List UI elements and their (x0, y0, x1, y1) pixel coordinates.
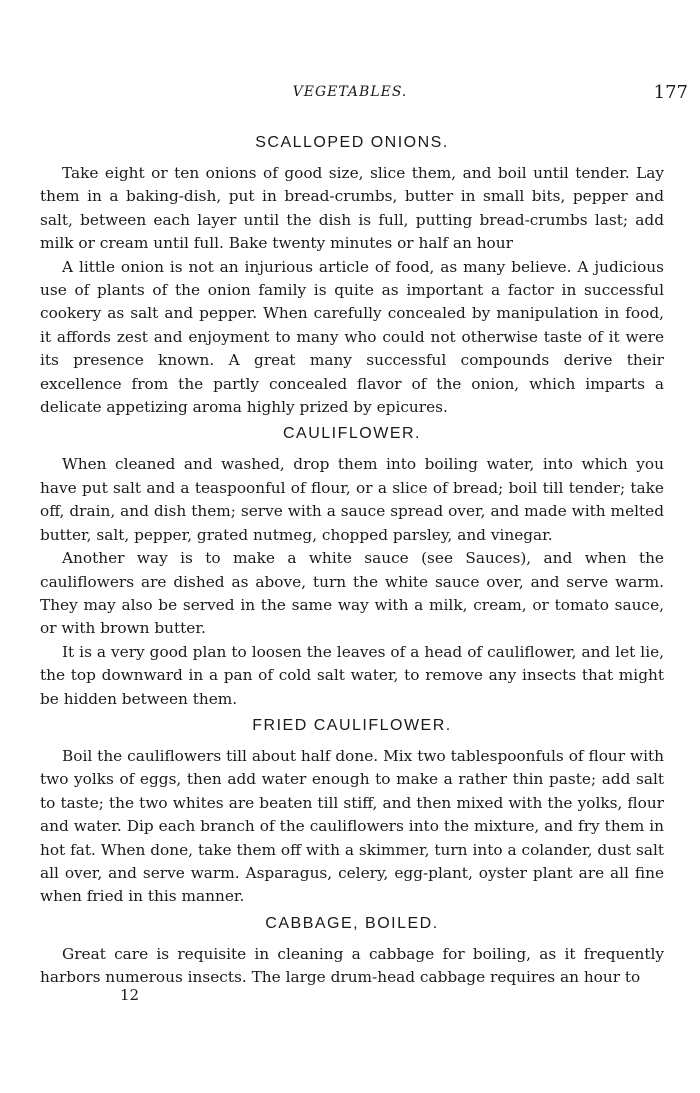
section-cabbage-boiled (40, 915, 664, 990)
paragraph: When cleaned and washed, drop them into boiling water, into which you have put salt and a teaspoonful of flour, or a slice of bread; boil till tender; take off, drain, and dish them; serve with a sauce spread over, and made with melted butter, salt, pepper, grated nutmeg, chopped parsley, and vinegar. (40, 455, 664, 544)
section-title: FRIED CAULIFLOWER. (252, 716, 452, 734)
running-head (0, 84, 700, 106)
paragraph: Take eight or ten onions of good size, slice them, and boil until tender. Lay them in a baking-dish, put in bread-crumbs, butter in small bits, pepper and salt, between each layer until the dish is full, putting bread-crumbs last; add milk or cream until full. Bake twenty minutes or half an hour (40, 164, 664, 253)
section-title: CABBAGE, BOILED. (265, 914, 439, 932)
page-number: 177 (653, 82, 688, 103)
paragraph: Another way is to make a white sauce (see Sauces), and when the cauliflowers are dished as above, turn the white sauce over, and serve warm. They may also be served in the same way with a milk, cream, or tomato sauce, or with brown butter. (40, 549, 664, 638)
paragraph: Boil the cauliflowers till about half done. Mix two tablespoonfuls of flour with two yolks of eggs, then add water enough to make a rather thin paste; add salt to taste; the two whites are beaten till stiff, and then mixed with the yolks, flour and water. Dip each branch of the cauliflowers into the mixture, and fry them in hot fat. When done, take them off with a skimmer, turn into a colander, dust salt all over, and serve warm. Asparagus, celery, egg-plant, oyster plant are all fine when fried in this manner. (40, 746, 664, 906)
paragraph: It is a very good plan to loosen the leaves of a head of cauliflower, and let lie, the top downward in a pan of cold salt water, to remove any insects that might be hidden between them. (40, 642, 664, 708)
section-title: SCALLOPED ONIONS. (255, 134, 449, 151)
running-title: VEGETABLES. (292, 84, 408, 100)
section-fried-cauliflower (40, 717, 664, 909)
page-content (40, 128, 664, 990)
section-cauliflower (40, 425, 664, 710)
signature-mark: 12 (120, 986, 140, 1004)
section-scalloped-onions (40, 134, 664, 419)
paragraph: A little onion is not an injurious article of food, as many believe. A judicious use of plants of the onion family is quite as important a factor in successful cookery as salt and pepper. When carefully concealed by manipulation in food, it affords zest and enjoyment to many who could not otherwise taste of it were its presence known. A great many successful compounds derive their excellence from the partly concealed flavor of the onion, which imparts a delicate appetizing aroma highly prized by epicures. (40, 257, 664, 417)
paragraph: Great care is requisite in cleaning a cabbage for boiling, as it frequently harbors numerous insects. The large drum-head cabbage requires an hour to (40, 944, 664, 987)
section-title: CAULIFLOWER. (282, 425, 421, 443)
